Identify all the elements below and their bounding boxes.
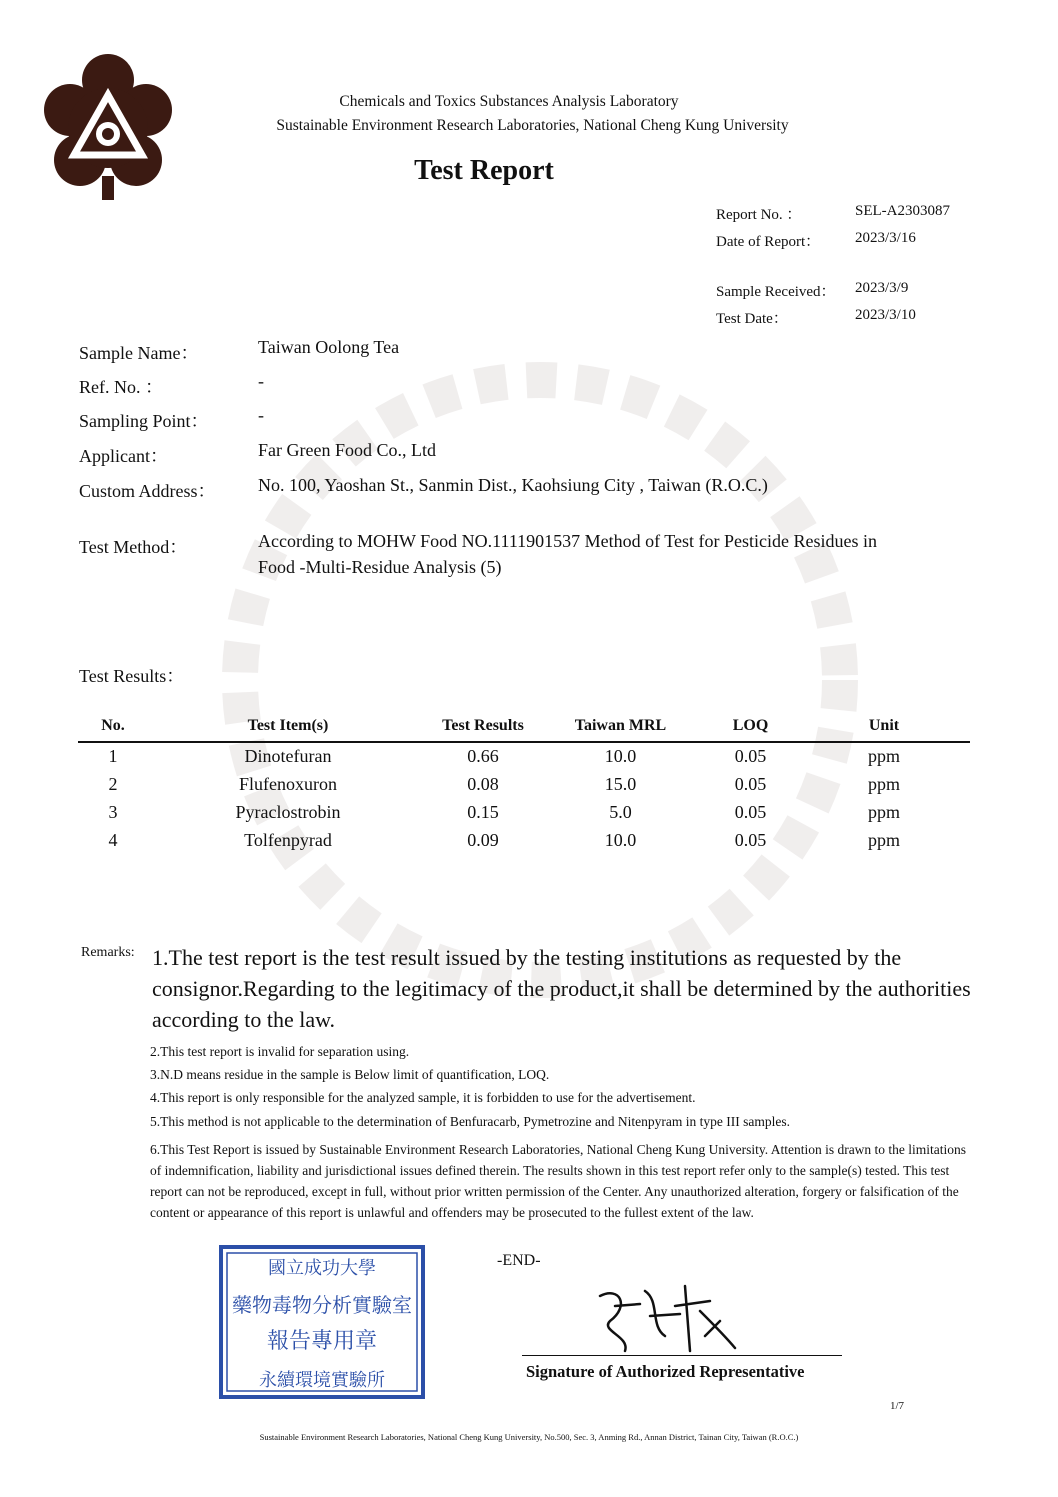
cell-unit: ppm	[867, 773, 900, 794]
applicant: Far Green Food Co., Ltd	[258, 440, 436, 460]
cell-loq: 0.05	[734, 829, 767, 850]
institution-name: Sustainable Environment Research Laboratories, National Cheng Kung University	[276, 117, 789, 134]
address-label: Custom Address：	[79, 481, 216, 501]
address: No. 100, Yaoshan St., Sanmin Dist., Kaohsiung City , Taiwan (R.O.C.)	[258, 475, 768, 495]
report-date: 2023/3/16	[855, 230, 916, 246]
col-test-item: Test Item(s)	[148, 714, 428, 742]
cell-result: 0.08	[467, 773, 499, 794]
stamp-mid-text-2: 報告專用章	[266, 1329, 378, 1354]
cell-result: 0.15	[467, 801, 499, 822]
test-method-label: Test Method：	[79, 537, 188, 557]
sample-received: 2023/3/9	[855, 280, 909, 296]
table-row	[78, 827, 970, 855]
remark-6: 6.This Test Report is issued by Sustainable Environment Research Laboratories, National Cheng Kung University. Attention is drawn to the limitations of indemnification, liability and jurisdictional issues defined therein. The results shown in this test report refer only to the sample(s) tested. This test report can not be reproduced, except in full, without prior written permission of the Center. Any unauthorized alteration, forgery or falsification of the content or appearance of this report is unlawful and offenders may be prosecuted to the fullest extent of the law.	[150, 1142, 967, 1220]
cell-result: 0.66	[467, 745, 499, 766]
stamp-mid-text-1: 藥物毒物分析實驗室	[232, 1293, 412, 1317]
table-row	[78, 799, 970, 827]
remark-3: 3.N.D means residue in the sample is Below limit of quantification, LOQ.	[150, 1067, 550, 1082]
remark-5: 5.This method is not applicable to the determination of Benfuracarb, Pymetrozine and Nitenpyram in type III samples.	[150, 1114, 790, 1129]
stamp-bottom-text: 永續環境實驗所	[259, 1370, 385, 1391]
cell-unit: ppm	[867, 745, 900, 766]
col-no: No.	[78, 714, 148, 742]
sampling-point: -	[258, 405, 264, 425]
cell-no: 4	[108, 829, 118, 850]
handwritten-signature-icon	[590, 1276, 740, 1356]
table-row	[78, 771, 970, 799]
page-number: 1/7	[890, 1400, 905, 1412]
remark-4: 4.This report is only responsible for the analyzed sample, it is forbidden to use for the advertisement.	[150, 1090, 696, 1105]
sample-received-label: Sample Received：	[716, 284, 836, 300]
cell-no: 2	[108, 773, 118, 794]
col-loq: LOQ	[703, 714, 798, 742]
test-results-label: Test Results：	[79, 666, 185, 686]
col-unit: Unit	[798, 714, 970, 742]
results-table	[78, 714, 970, 855]
lab-name: Chemicals and Toxics Substances Analysis Laboratory	[339, 93, 679, 110]
cell-mrl: 15.0	[604, 773, 637, 794]
cell-item: Pyraclostrobin	[235, 801, 341, 822]
cell-loq: 0.05	[734, 745, 767, 766]
test-method-line1: According to MOHW Food NO.1111901537 Method of Test for Pesticide Residues in	[258, 531, 878, 551]
cell-mrl: 10.0	[604, 829, 637, 850]
signature-label: Signature of Authorized Representative	[526, 1362, 805, 1381]
test-method-line2: Food -Multi-Residue Analysis (5)	[258, 557, 502, 577]
sampling-point-label: Sampling Point：	[79, 411, 209, 431]
remark-2: 2.This test report is invalid for separation using.	[150, 1044, 410, 1059]
table-row	[78, 742, 970, 771]
sample-name-label: Sample Name：	[79, 343, 199, 363]
remark-1: 1.The test report is the test result issued by the testing institutions as requested by the consignor.Regarding to the legitimacy of the product,it shall be determined by the authorities according to the law.	[152, 945, 971, 1032]
footer-address: Sustainable Environment Research Laboratories, National Cheng Kung University, No.500, Sec. 3, Anming Rd., Annan District, Tainan City, Taiwan (R.O.C.)	[259, 1432, 799, 1442]
col-taiwan-mrl: Taiwan MRL	[538, 714, 703, 742]
test-date: 2023/3/10	[855, 307, 916, 323]
cell-item: Tolfenpyrad	[244, 829, 332, 850]
cell-result: 0.09	[467, 829, 499, 850]
cell-mrl: 5.0	[609, 801, 632, 822]
report-no-label: Report No. ：	[716, 207, 802, 223]
signature-line	[522, 1355, 842, 1356]
cell-mrl: 10.0	[604, 745, 637, 766]
cell-unit: ppm	[867, 801, 900, 822]
end-marker: -END-	[497, 1252, 541, 1269]
sample-name: Taiwan Oolong Tea	[258, 337, 400, 357]
cell-unit: ppm	[867, 829, 900, 850]
page-title: Test Report	[414, 155, 554, 186]
report-date-label: Date of Report：	[716, 234, 821, 250]
applicant-label: Applicant：	[79, 446, 168, 466]
cell-loq: 0.05	[734, 773, 767, 794]
remarks-label: Remarks:	[81, 945, 135, 960]
cell-loq: 0.05	[734, 801, 767, 822]
table-header-row	[78, 714, 970, 742]
official-stamp-icon	[218, 1244, 426, 1400]
ref-no-label: Ref. No. ：	[79, 377, 163, 397]
cell-item: Flufenoxuron	[239, 773, 337, 794]
cell-no: 3	[108, 801, 118, 822]
report-no: SEL-A2303087	[855, 203, 950, 219]
ref-no: -	[258, 371, 264, 391]
cell-no: 1	[108, 745, 118, 766]
col-test-results: Test Results	[428, 714, 538, 742]
stamp-top-text: 國立成功大學	[268, 1258, 376, 1279]
test-date-label: Test Date：	[716, 311, 788, 327]
cell-item: Dinotefuran	[244, 745, 332, 766]
